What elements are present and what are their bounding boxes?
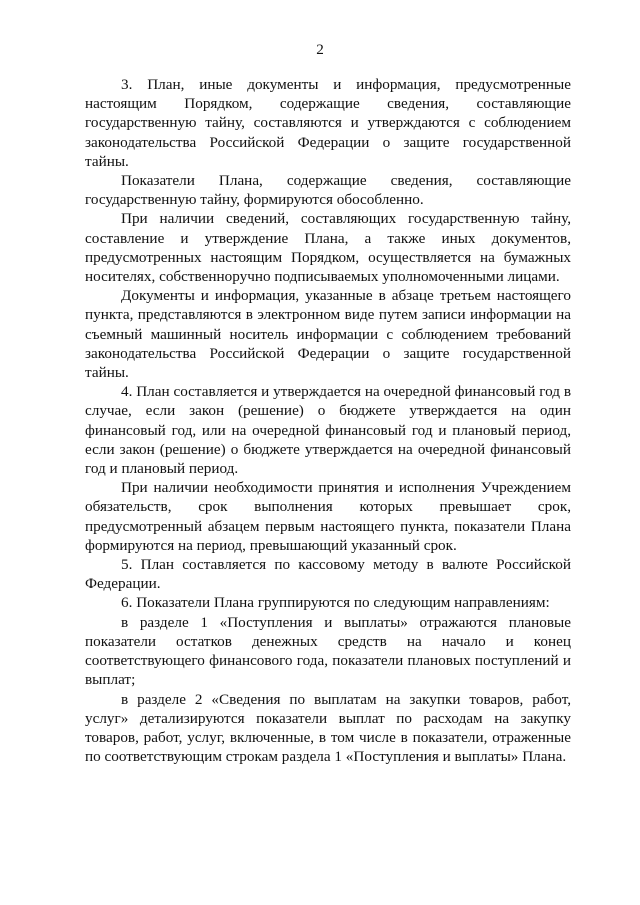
paragraph-3-intro: 3. План, иные документы и информация, предусмотренные настоящим Порядком, содержащие сведения, составляющие государственную тайну, составляются и утверждаются с соблюдением законодательства Российской Федерации о защите государственной тайны. [85,76,571,170]
page-number: 2 [316,41,324,58]
document-body [85,75,571,766]
paragraph-3-paper-media: При наличии сведений, составляющих государственную тайну, составление и утверждение Плана, а также иных документов, предусмотренных настоящим Порядком, осуществляется на бумажных носителях, собственноручно подписываемых уполномоченными лицами. [85,210,571,286]
paragraph-3-electronic: Документы и информация, указанные в абзаце третьем настоящего пункта, представляются в электронном виде путем записи информации на съемный машинный носитель информации с соблюдением требований законодательства Российской Федерации о защите государственной тайны. [85,287,571,382]
paragraph-6-section-1: в разделе 1 «Поступления и выплаты» отражаются плановые показатели остатков денежных средств на начало и конец соответствующего финансового года, показатели плановых поступлений и выплат; [85,613,571,689]
paragraph-6-grouping: 6. Показатели Плана группируются по следующим направлениям: [121,594,550,612]
paragraph-6-section-2: в разделе 2 «Сведения по выплатам на закупки товаров, работ, услуг» детализируются показатели выплат по расходам на закупку товаров, работ, услуг, включенные, в том числе в показатели, отраженные по соответствующим строкам раздела 1 «Поступления и выплаты» Плана. [85,690,571,766]
paragraph-3-indicators: Показатели Плана, содержащие сведения, составляющие государственную тайну, формируются обособленно. [85,172,571,209]
paragraph-4-plan-period: 4. План составляется и утверждается на очередной финансовый год в случае, если закон (решение) о бюджете утверждается на один финансовый год, или на очередной финансовый год и плановый период, если закон (решение) о бюджете утверждается на очередной финансовый год и плановый период. [85,383,571,478]
paragraph-4-obligations: При наличии необходимости принятия и исполнения Учреждением обязательств, срок выполнения которых превышает срок, предусмотренный абзацем первым настоящего пункта, показатели Плана формируются на период, превышающий указанный срок. [85,479,571,554]
paragraph-5-cash-method: 5. План составляется по кассовому методу в валюте Российской Федерации. [85,556,571,593]
